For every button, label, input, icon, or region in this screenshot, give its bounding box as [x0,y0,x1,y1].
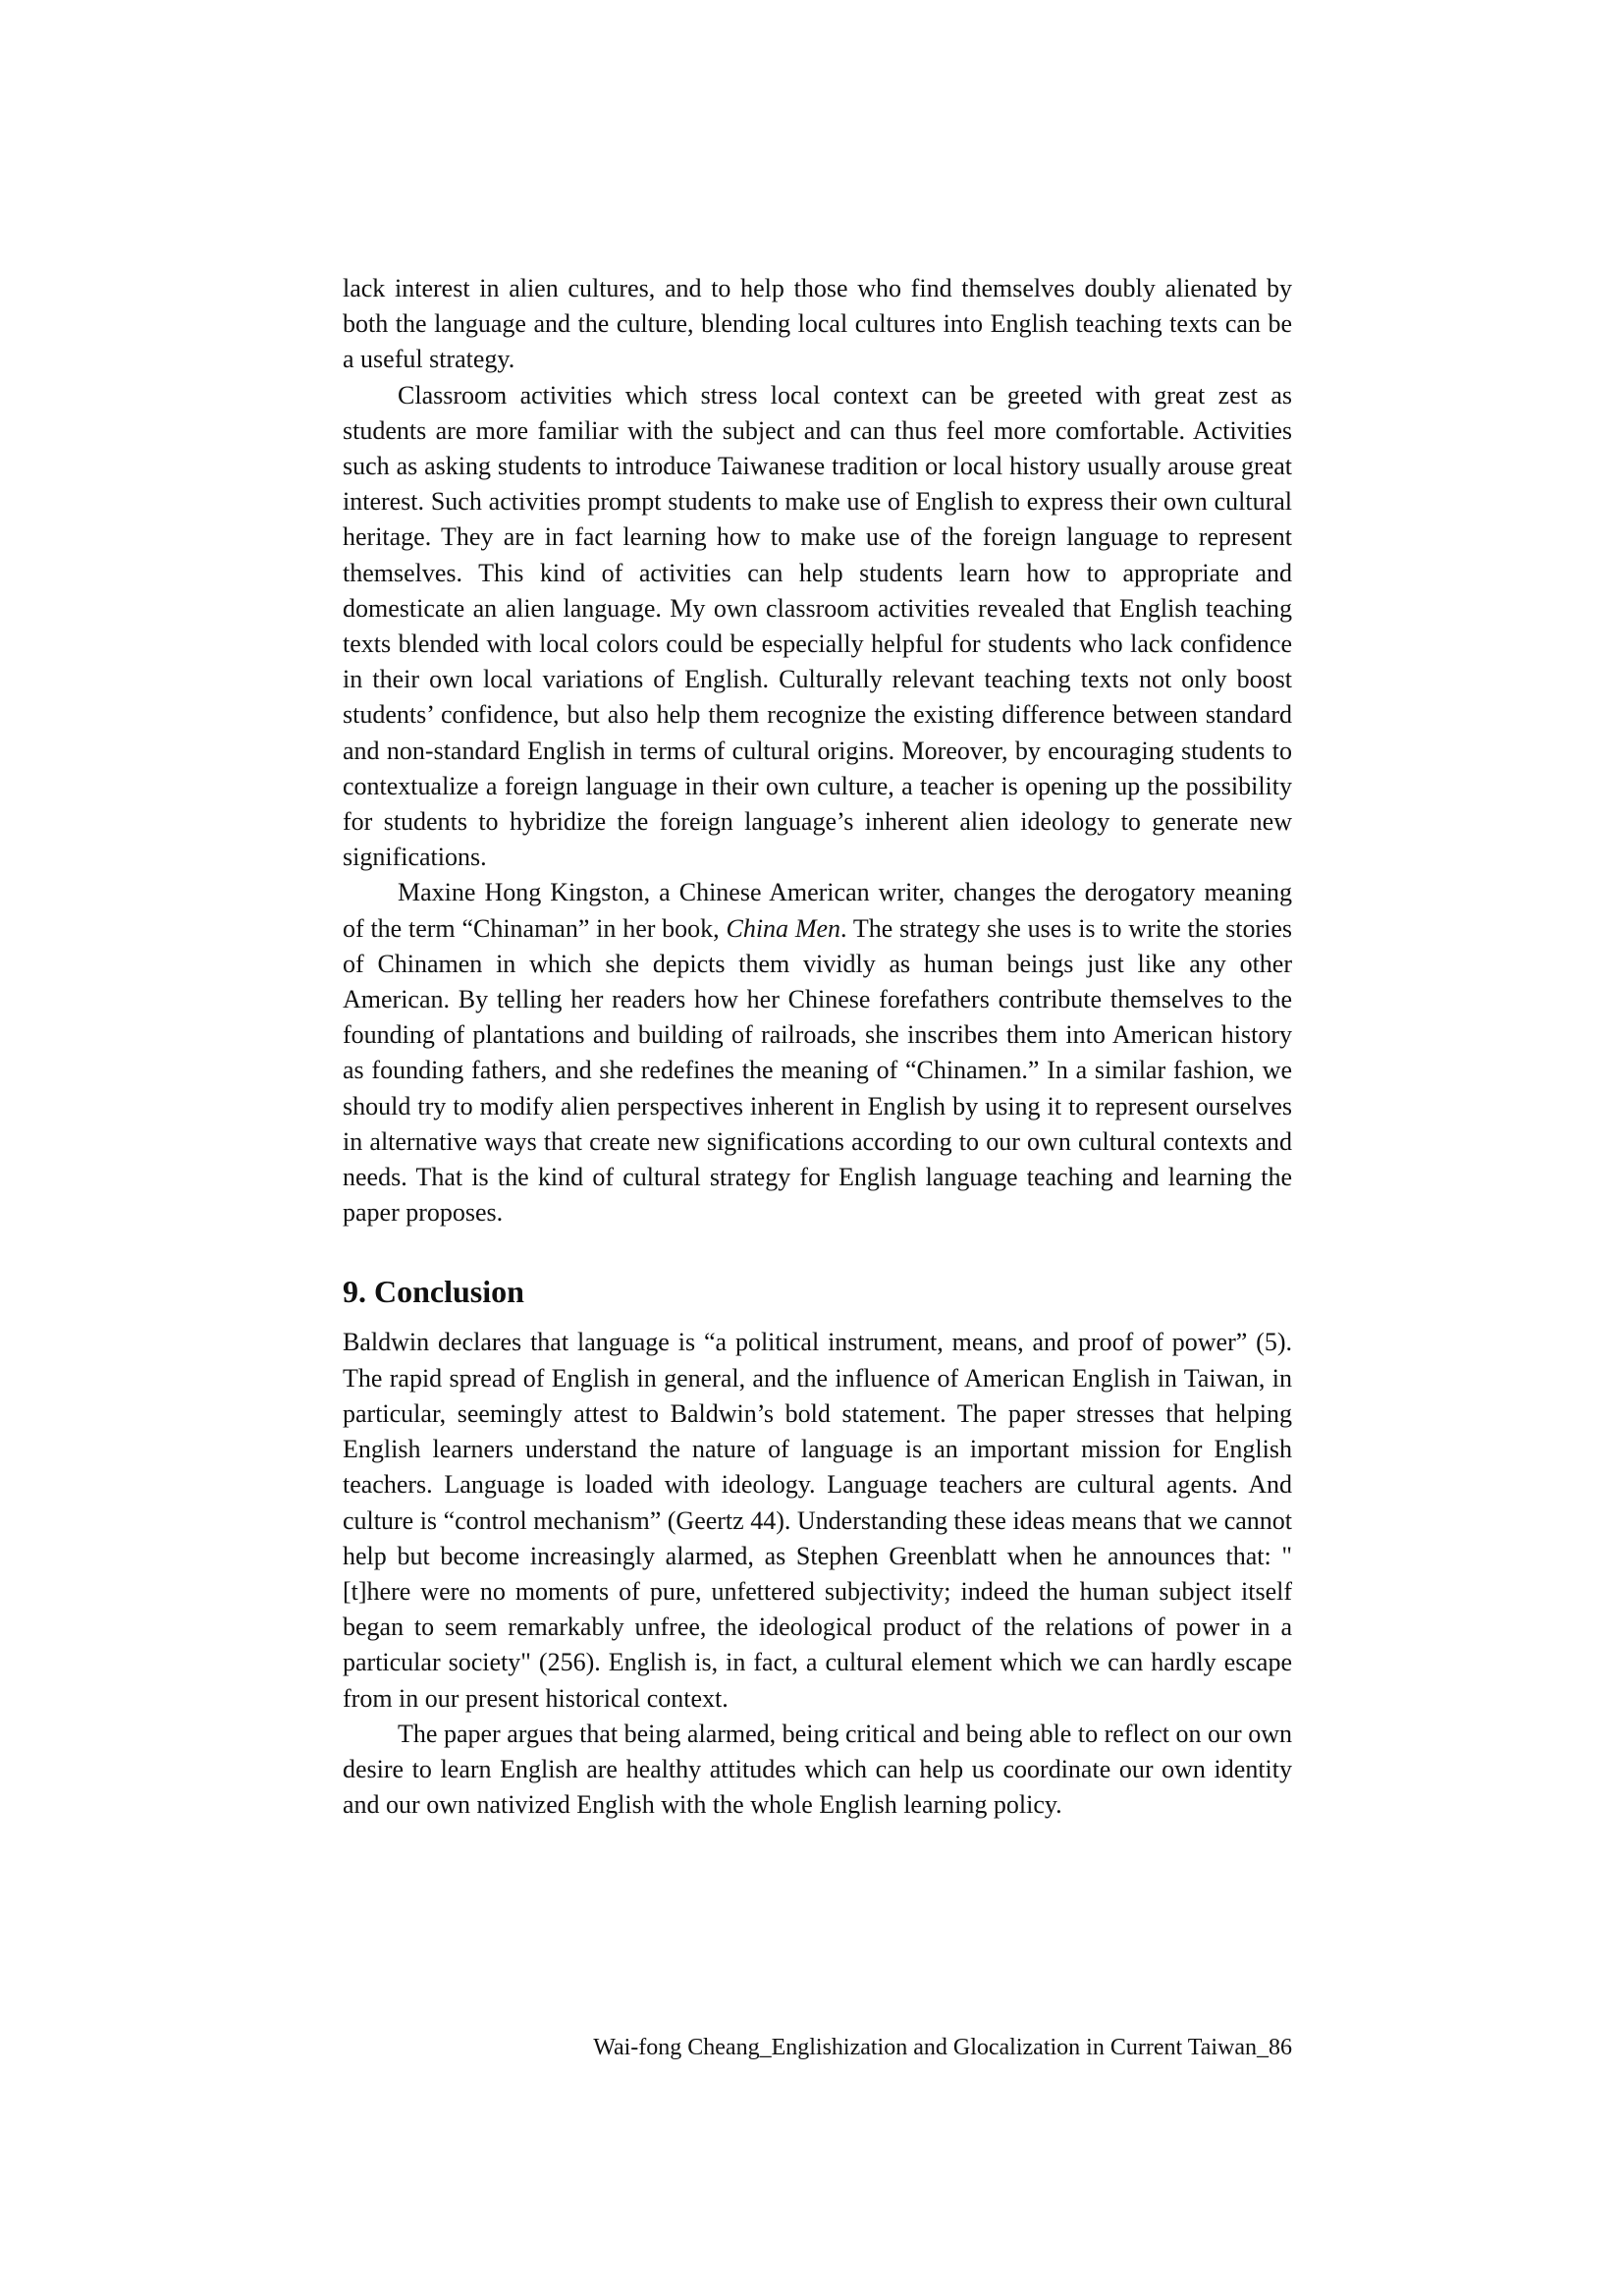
body-section-top [343,271,1292,1230]
paragraph [343,1717,1292,1824]
running-footer: Wai-fong Cheang_Englishization and Glocalization in Current Taiwan_86 [593,2035,1292,2060]
page-body [343,271,1292,1823]
paragraph [343,875,1292,1230]
section-heading: 9. Conclusion [343,1274,524,1310]
paragraph [343,271,1292,378]
body-section-conclusion [343,1325,1292,1823]
paragraph-text: The paper argues that being alarmed, being critical and being able to reflect on our own desire to learn English are healthy attitudes which can help us coordinate our own identity and our own nativized English with the whole English learning policy. [343,1719,1292,1820]
paragraph [343,378,1292,876]
paragraph-text: . The strategy she uses is to write the stories of Chinamen in which she depicts them vividly as human beings just like any other American. By telling her readers how her Chinese forefathers contribute themselves to the founding of plantations and building of railroads, she inscribes them into American history as founding fathers, and she redefines the meaning of “Chinamen.” In a similar fashion, we should try to modify alien perspectives inherent in English by using it to represent ourselves in alternative ways that create new significations according to our own cultural contexts and needs. That is the kind of cultural strategy for English language teaching and learning the paper proposes. [343,913,1292,1228]
paragraph-text: Classroom activities which stress local context can be greeted with great zest as students are more familiar with the subject and can thus feel more comfortable. Activities such as asking students to introduce Taiwanese tradition or local history usually arouse great interest. Such activities prompt students to make use of English to express their own cultural heritage. They are in fact learning how to make use of the foreign language to represent themselves. This kind of activities can help students learn how to appropriate and domesticate an alien language. My own classroom activities revealed that English teaching texts blended with local colors could be especially helpful for students who lack confidence in their own local variations of English. Culturally relevant teaching texts not only boost students’ confidence, but also help them recognize the existing difference between standard and non-standard English in terms of cultural origins. Moreover, by encouraging students to contextualize a foreign language in their own culture, a teacher is opening up the possibility for students to hybridize the foreign language’s inherent alien ideology to generate new significations. [343,380,1292,872]
book-title: China Men [726,913,841,943]
paragraph-text: Maxine Hong Kingston, a Chinese American writer, changes the derogatory meaning of the term “Chinaman” in her book, [343,878,1292,943]
paragraph-text: Baldwin declares that language is “a political instrument, means, and proof of power” (5). The rapid spread of English in general, and the influence of American English in Taiwan, in particular, seemingly attest to Baldwin’s bold statement. The paper stresses that helping English learners understand the nature of language is an important mission for English teachers. Language is loaded with ideology. Language teachers are cultural agents. And culture is “control mechanism” (Geertz 44). Understanding these ideas means that we cannot help but become increasingly alarmed, as Stephen Greenblatt when he announces that: "[t]here were no moments of pure, unfettered subjectivity; indeed the human subject itself began to seem remarkably unfree, the ideological product of the relations of power in a particular society" (256). English is, in fact, a cultural element which we can hardly escape from in our present historical context. [343,1328,1292,1713]
paragraph-text: lack interest in alien cultures, and to help those who find themselves doubly alienated by both the language and the culture, blending local cultures into English teaching texts can be a useful strategy. [343,274,1292,374]
paragraph [343,1325,1292,1716]
